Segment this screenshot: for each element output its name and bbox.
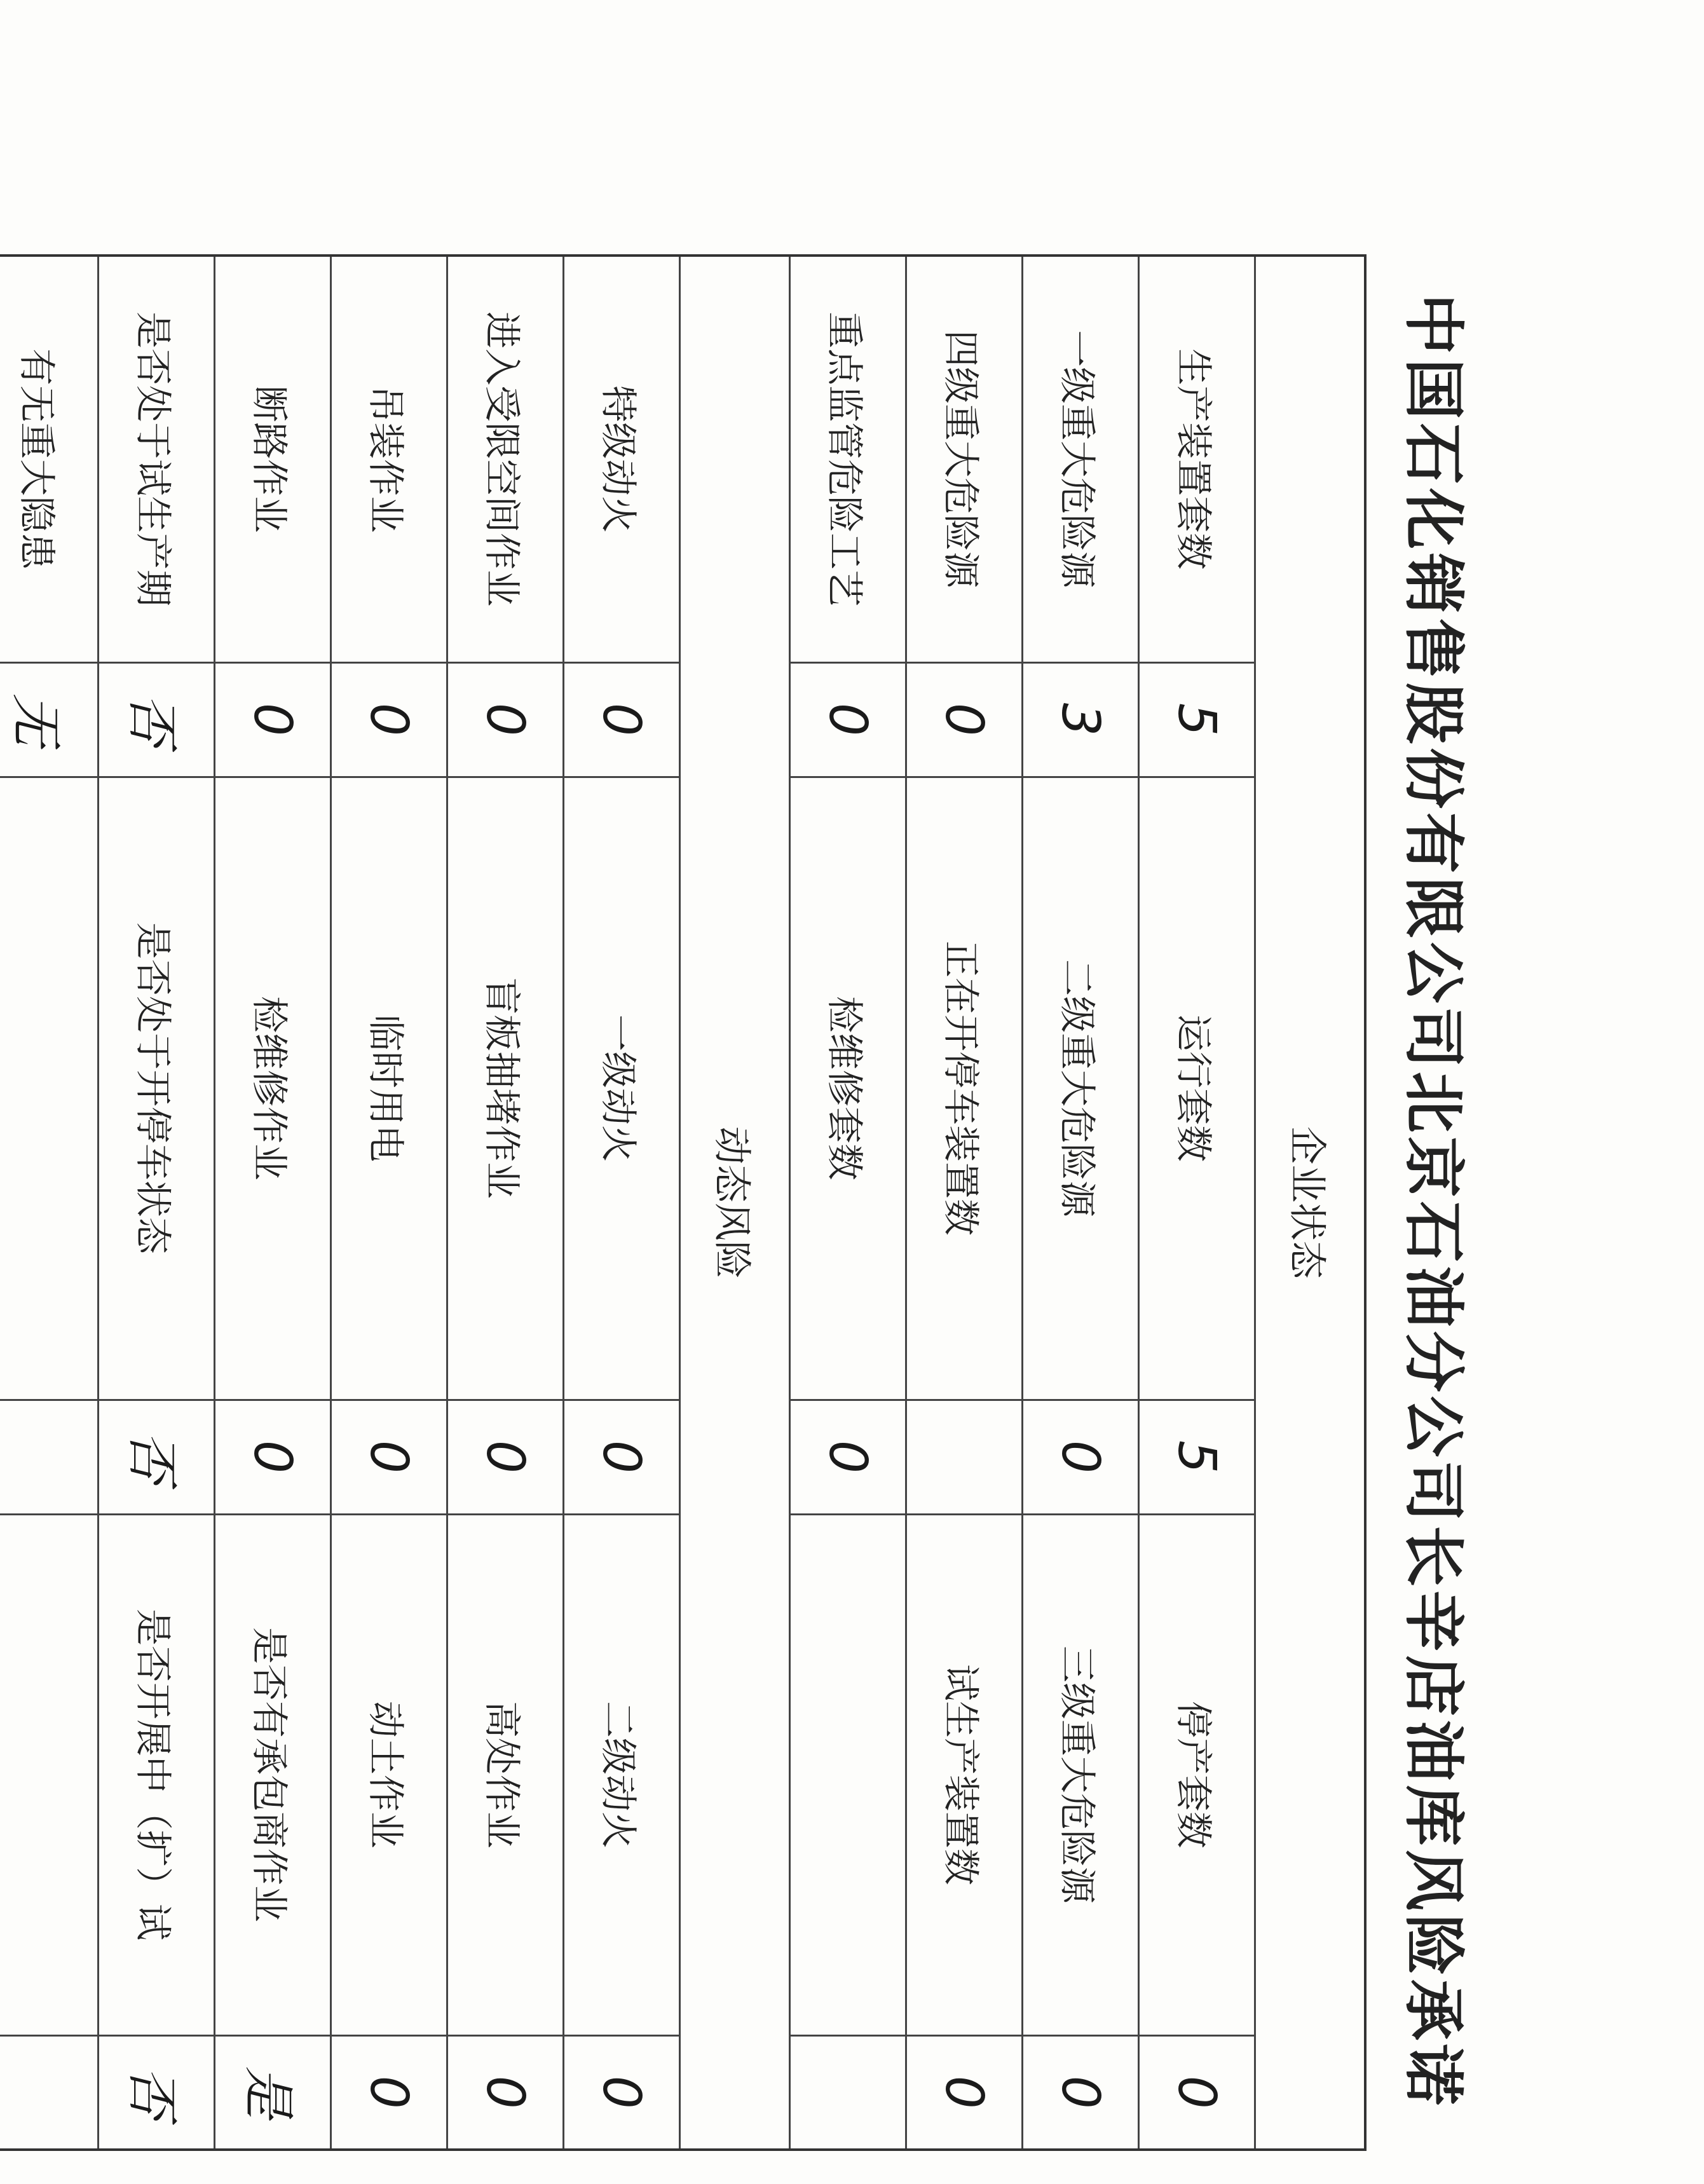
row-label: 运行套数 [1139, 777, 1255, 1400]
row-value: 否 [99, 2035, 215, 2150]
row-label: 进入受限空间作业 [447, 256, 564, 662]
row-value: 0 [331, 2035, 447, 2150]
row-label: 重点监管危险工艺 [790, 256, 906, 662]
row-label: 有无重大隐患 [0, 256, 99, 662]
table-row [215, 256, 331, 2150]
row-label: 四级重大危险源 [906, 256, 1023, 662]
table-row [331, 256, 447, 2150]
row-value: 0 [447, 2035, 564, 2150]
row-label: 一级重大危险源 [1023, 256, 1139, 662]
section-row-dynamic [680, 256, 790, 2150]
row-label: 盲板抽堵作业 [447, 777, 564, 1400]
row-value: 0 [331, 1400, 447, 1514]
row-value [790, 2035, 906, 2150]
row-label: 三级重大危险源 [1023, 1514, 1139, 2035]
row-value: 0 [215, 1400, 331, 1514]
section-heading-dynamic: 动态风险 [680, 256, 790, 2150]
risk-commitment-table [0, 254, 1367, 2151]
row-label: 检维修套数 [790, 777, 906, 1400]
row-label: 生产装置套数 [1139, 256, 1255, 662]
row-value [0, 2035, 99, 2150]
row-label: 动土作业 [331, 1514, 447, 2035]
table-row [906, 256, 1023, 2150]
row-value: 0 [906, 662, 1023, 777]
row-label: 断路作业 [215, 256, 331, 662]
row-label: 特级动火 [564, 256, 680, 662]
row-value [0, 1400, 99, 1514]
row-value: 0 [1139, 2035, 1255, 2150]
rotated-document [5, 254, 1487, 2148]
row-label: 检维修作业 [215, 777, 331, 1400]
row-value: 5 [1139, 662, 1255, 777]
row-label: 停产套数 [1139, 1514, 1255, 2035]
row-value: 0 [1023, 2035, 1139, 2150]
row-label: 试生产装置数 [906, 1514, 1023, 2035]
row-value: 0 [906, 2035, 1023, 2150]
table-row [790, 256, 906, 2150]
row-label: 二级动火 [564, 1514, 680, 2035]
row-value: 0 [331, 662, 447, 777]
row-label: 正在开停车装置数 [906, 777, 1023, 1400]
row-value: 0 [790, 662, 906, 777]
section-heading-enterprise: 企业状态 [1255, 256, 1366, 2150]
row-value: 0 [447, 1400, 564, 1514]
row-label: 一级动火 [564, 777, 680, 1400]
row-value: 无 [0, 662, 99, 777]
table-row [1023, 256, 1139, 2150]
document-title: 中国石化销售股份有限公司北京石油分公司长辛店油库风险承诺 [1398, 294, 1469, 2109]
row-value: 0 [564, 1400, 680, 1514]
section-row-enterprise [1255, 256, 1366, 2150]
row-value: 5 [1139, 1400, 1255, 1514]
row-label: 是否开展中（扩）试 [99, 1514, 215, 2035]
table-row [99, 256, 215, 2150]
row-label: 是否有承包商作业 [215, 1514, 331, 2035]
row-value: 0 [790, 1400, 906, 1514]
row-value: 否 [99, 662, 215, 777]
row-value: 0 [564, 2035, 680, 2150]
row-label [0, 1514, 99, 2035]
table-row [1139, 256, 1255, 2150]
row-value: 3 [1023, 662, 1139, 777]
row-value: 是 [215, 2035, 331, 2150]
row-label [790, 1514, 906, 2035]
row-label [0, 777, 99, 1400]
row-label: 二级重大危险源 [1023, 777, 1139, 1400]
table-row [447, 256, 564, 2150]
row-label: 高处作业 [447, 1514, 564, 2035]
row-value: 0 [215, 662, 331, 777]
row-label: 吊装作业 [331, 256, 447, 662]
table-row [0, 256, 99, 2150]
row-value [906, 1400, 1023, 1514]
row-label: 是否处于开停车状态 [99, 777, 215, 1400]
row-value: 否 [99, 1400, 215, 1514]
row-value: 0 [447, 662, 564, 777]
table-row [564, 256, 680, 2150]
row-value: 0 [1023, 1400, 1139, 1514]
row-value: 0 [564, 662, 680, 777]
row-label: 临时用电 [331, 777, 447, 1400]
row-label: 是否处于试生产期 [99, 256, 215, 662]
